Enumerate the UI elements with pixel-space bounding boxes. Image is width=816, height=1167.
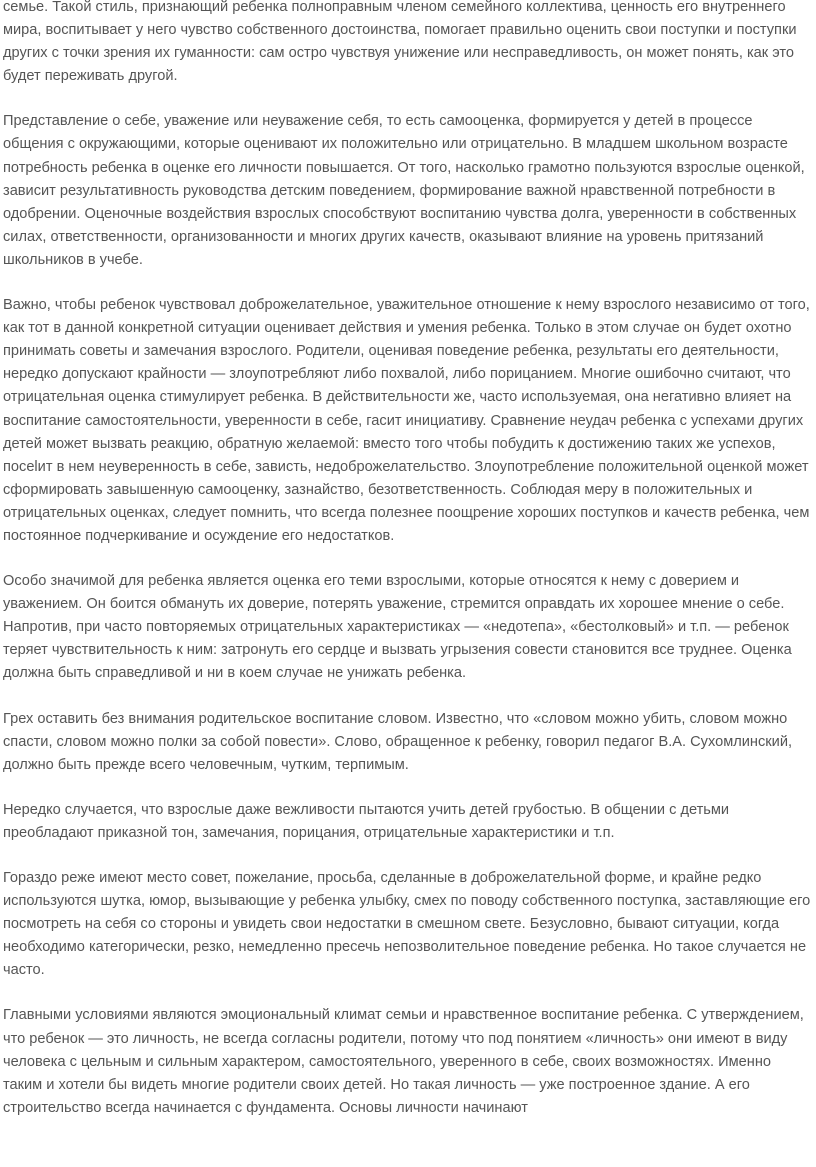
- paragraph-7: Гораздо реже имеют место совет, пожелание, просьба, сделанные в доброжелательной форме, и крайне редко используются шутка, юмор, вызывающие у ребенка улыбку, смех по поводу собственного поступка, заставляющие его посмотреть на себя со стороны и увидеть свои недостатки в смешном свете. Безусловно, бывают ситуации, когда необходимо категорически, резко, немедленно пресечь непозволительное поведение ребенка. Но такое случается не часто.: [3, 870, 811, 979]
- paragraph-3: Важно, чтобы ребенок чувствовал доброжелательное, уважительное отношение к нему взрослого независимо от того, как тот в данной конкретной ситуации оценивает действия и умения ребенка. Только в этом случае он будет охотно принимать советы и замечания взрослого. Родители, оценивая поведение ребенка, результаты его деятельности, нередко допускают крайности — злоупотребляют либо похвалой, либо порицанием. Многие ошибочно считают, что отрицательная оценка стимулирует ребенка. В действительности же, часто используемая, она негативно влияет на воспитание самостоятельности, уверенности в себе, гасит инициативу. Сравнение неудач ребенка с успехами других детей может вызвать реакцию, обратную желаемой: вместо того чтобы побудить к достижению таких же успехов, посеlит в нем неуверенность в себе, зависть, недоброжелательство. Злоупотребление положительной оценкой может сформировать завышенную самооценку, зазнайство, безответственность. Соблюдая меру в положительных и отрицательных оценках, следует помнить, что всегда полезнее поощрение хороших поступков и качеств ребенка, чем постоянное подчеркивание и осуждение его недостатков.: [3, 297, 810, 544]
- paragraph-8: Главными условиями являются эмоциональный климат семьи и нравственное воспитание ребенка. С утверждением, что ребенок — это личность, не всегда согласны родители, потому что под понятием «личность» они имеют в виду человека с цельным и сильным характером, самостоятельного, уверенного в себе, своих возможностях. Именно таким и хотели бы видеть многие родители своих детей. Но такая личность — уже построенное здание. А его строительство всегда начинается с фундамента. Основы личности начинают: [3, 1007, 804, 1116]
- paragraph-4: Особо значимой для ребенка является оценка его теми взрослыми, которые относятся к нему с доверием и уважением. Он боится обмануть их доверие, потерять уважение, стремится оправдать их хорошее мнение о себе. Напротив, при часто повторяемых отрицательных характеристиках — «недотепа», «бестолковый» и т.п. — ребенок теряет чувствительность к ним: затронуть его сердце и вызвать угрызения совести становится все труднее. Оценка должна быть справедливой и ни в коем случае не унижать ребенка.: [3, 573, 792, 682]
- paragraph-6: Нередко случается, что взрослые даже вежливости пытаются учить детей грубостью. В общении с детьми преобладают приказной тон, замечания, порицания, отрицательные характеристики и т.п.: [3, 801, 730, 841]
- paragraph-5: Грех оставить без внимания родительское воспитание словом. Известно, что «словом можно убить, словом можно спасти, словом можно полки за собой повести». Слово, обращенное к ребенку, говорил педагог В.А. Сухомлинский, должно быть прежде всего человечным, чутким, терпимым.: [3, 710, 793, 773]
- paragraph-2: Представление о себе, уважение или неуважение себя, то есть самооценка, формируется у детей в процессе общения с окружающими, которые оценивают их положительно или отрицательно. В младшем школьном возрасте потребность ребенка в оценке его личности повышается. От того, насколько грамотно пользуются взрослые оценкой, зависит результативность руководства детским поведением, формирование важной нравственной потребности в одобрении. Оценочные воздействия взрослых способствуют воспитанию чувства долга, уверенности в собственных силах, ответственности, организованности и многих других качеств, оказывают влияние на уровень притязаний школьников в учебе.: [3, 113, 805, 268]
- paragraph-1: семье. Такой стиль, признающий ребенка полноправным членом семейного коллектива, ценность его внутреннего мира, воспитывает у него чувство собственного достоинства, помогает правильно оценить свои поступки и поступки других с точки зрения их гуманности: сам остро чувствуя унижение или несправедливость, он может понять, как это будет переживать другой.: [3, 0, 797, 85]
